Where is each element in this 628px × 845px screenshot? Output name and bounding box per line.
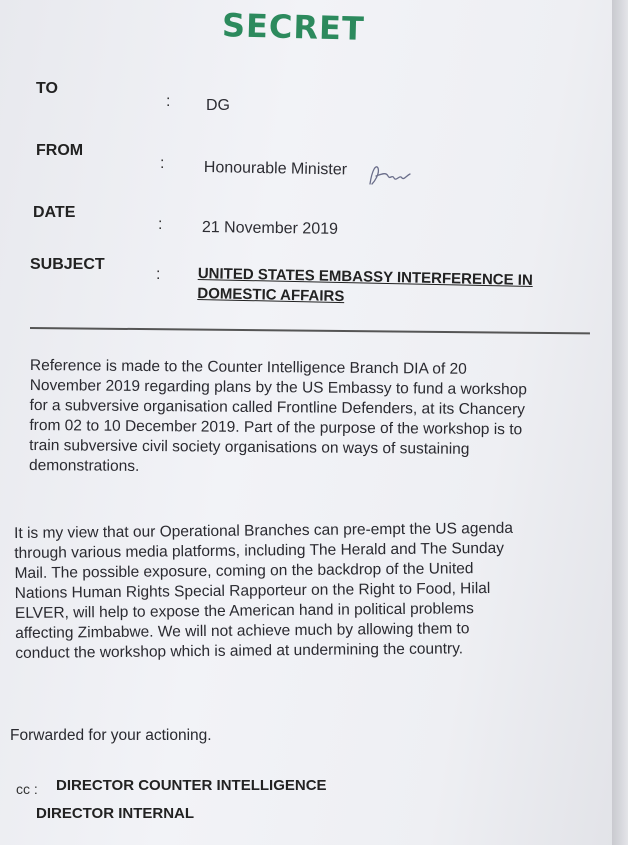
- paragraph-2: [14, 518, 555, 664]
- closing-line: Forwarded for your actioning.: [10, 727, 212, 744]
- date-label: DATE: [33, 204, 76, 221]
- cc-label: cc :: [16, 781, 38, 797]
- subject-value: UNITED STATES EMBASSY INTERFERENCE IN DOMESTIC AFFAIRS: [197, 264, 533, 306]
- paragraph-line: demonstrations.: [28, 456, 140, 475]
- paragraph-line: Mail. The possible exposure, coming on the backdrop of the United: [14, 560, 474, 582]
- classification-stamp: SECRET: [221, 6, 366, 48]
- paragraph-1: [29, 356, 550, 481]
- paragraph-line: through various media platforms, including The Herald and The Sunday: [14, 539, 505, 562]
- paragraph-line: from 02 to 10 December 2019. Part of the purpose of the workshop is to: [29, 416, 523, 439]
- to-value: DG: [206, 97, 230, 114]
- paragraph-line: November 2019 regarding plans by the US Embassy to fund a workshop: [29, 376, 527, 399]
- from-label: FROM: [36, 142, 84, 159]
- subject-colon: :: [156, 266, 161, 283]
- to-colon: :: [166, 93, 171, 110]
- paragraph-line: affecting Zimbabwe. We will not achieve much by allowing them to: [15, 620, 470, 642]
- handwritten-signature: [364, 160, 412, 190]
- cc-recipient-1: DIRECTOR COUNTER INTELLIGENCE: [56, 777, 327, 794]
- header-divider: [30, 327, 590, 334]
- paragraph-line: train subversive civil society organisations on ways of sustaining: [29, 436, 470, 458]
- paragraph-line: ELVER, will help to expose the American hand in political problems: [14, 600, 474, 622]
- paragraph-line: for a subversive organisation called Frontline Defenders, at its Chancery: [29, 396, 526, 419]
- paragraph-line: Reference is made to the Counter Intelligence Branch DIA of 20: [29, 356, 467, 378]
- page-edge-shadow: [612, 0, 628, 845]
- date-value: 21 November 2019: [201, 219, 339, 238]
- paragraph-line: conduct the workshop which is aimed at undermining the country.: [15, 640, 464, 662]
- to-label: TO: [36, 80, 58, 97]
- paragraph-line: Nations Human Rights Special Rapporteur on the Right to Food, Hilal: [14, 580, 491, 602]
- date-colon: :: [158, 216, 163, 233]
- cc-recipient-2: DIRECTOR INTERNAL: [36, 805, 195, 822]
- paragraph-line: It is my view that our Operational Branches can pre-empt the US agenda: [14, 519, 514, 542]
- from-value: Honourable Minister: [203, 159, 348, 179]
- from-colon: :: [160, 155, 165, 172]
- subject-label: SUBJECT: [30, 256, 105, 273]
